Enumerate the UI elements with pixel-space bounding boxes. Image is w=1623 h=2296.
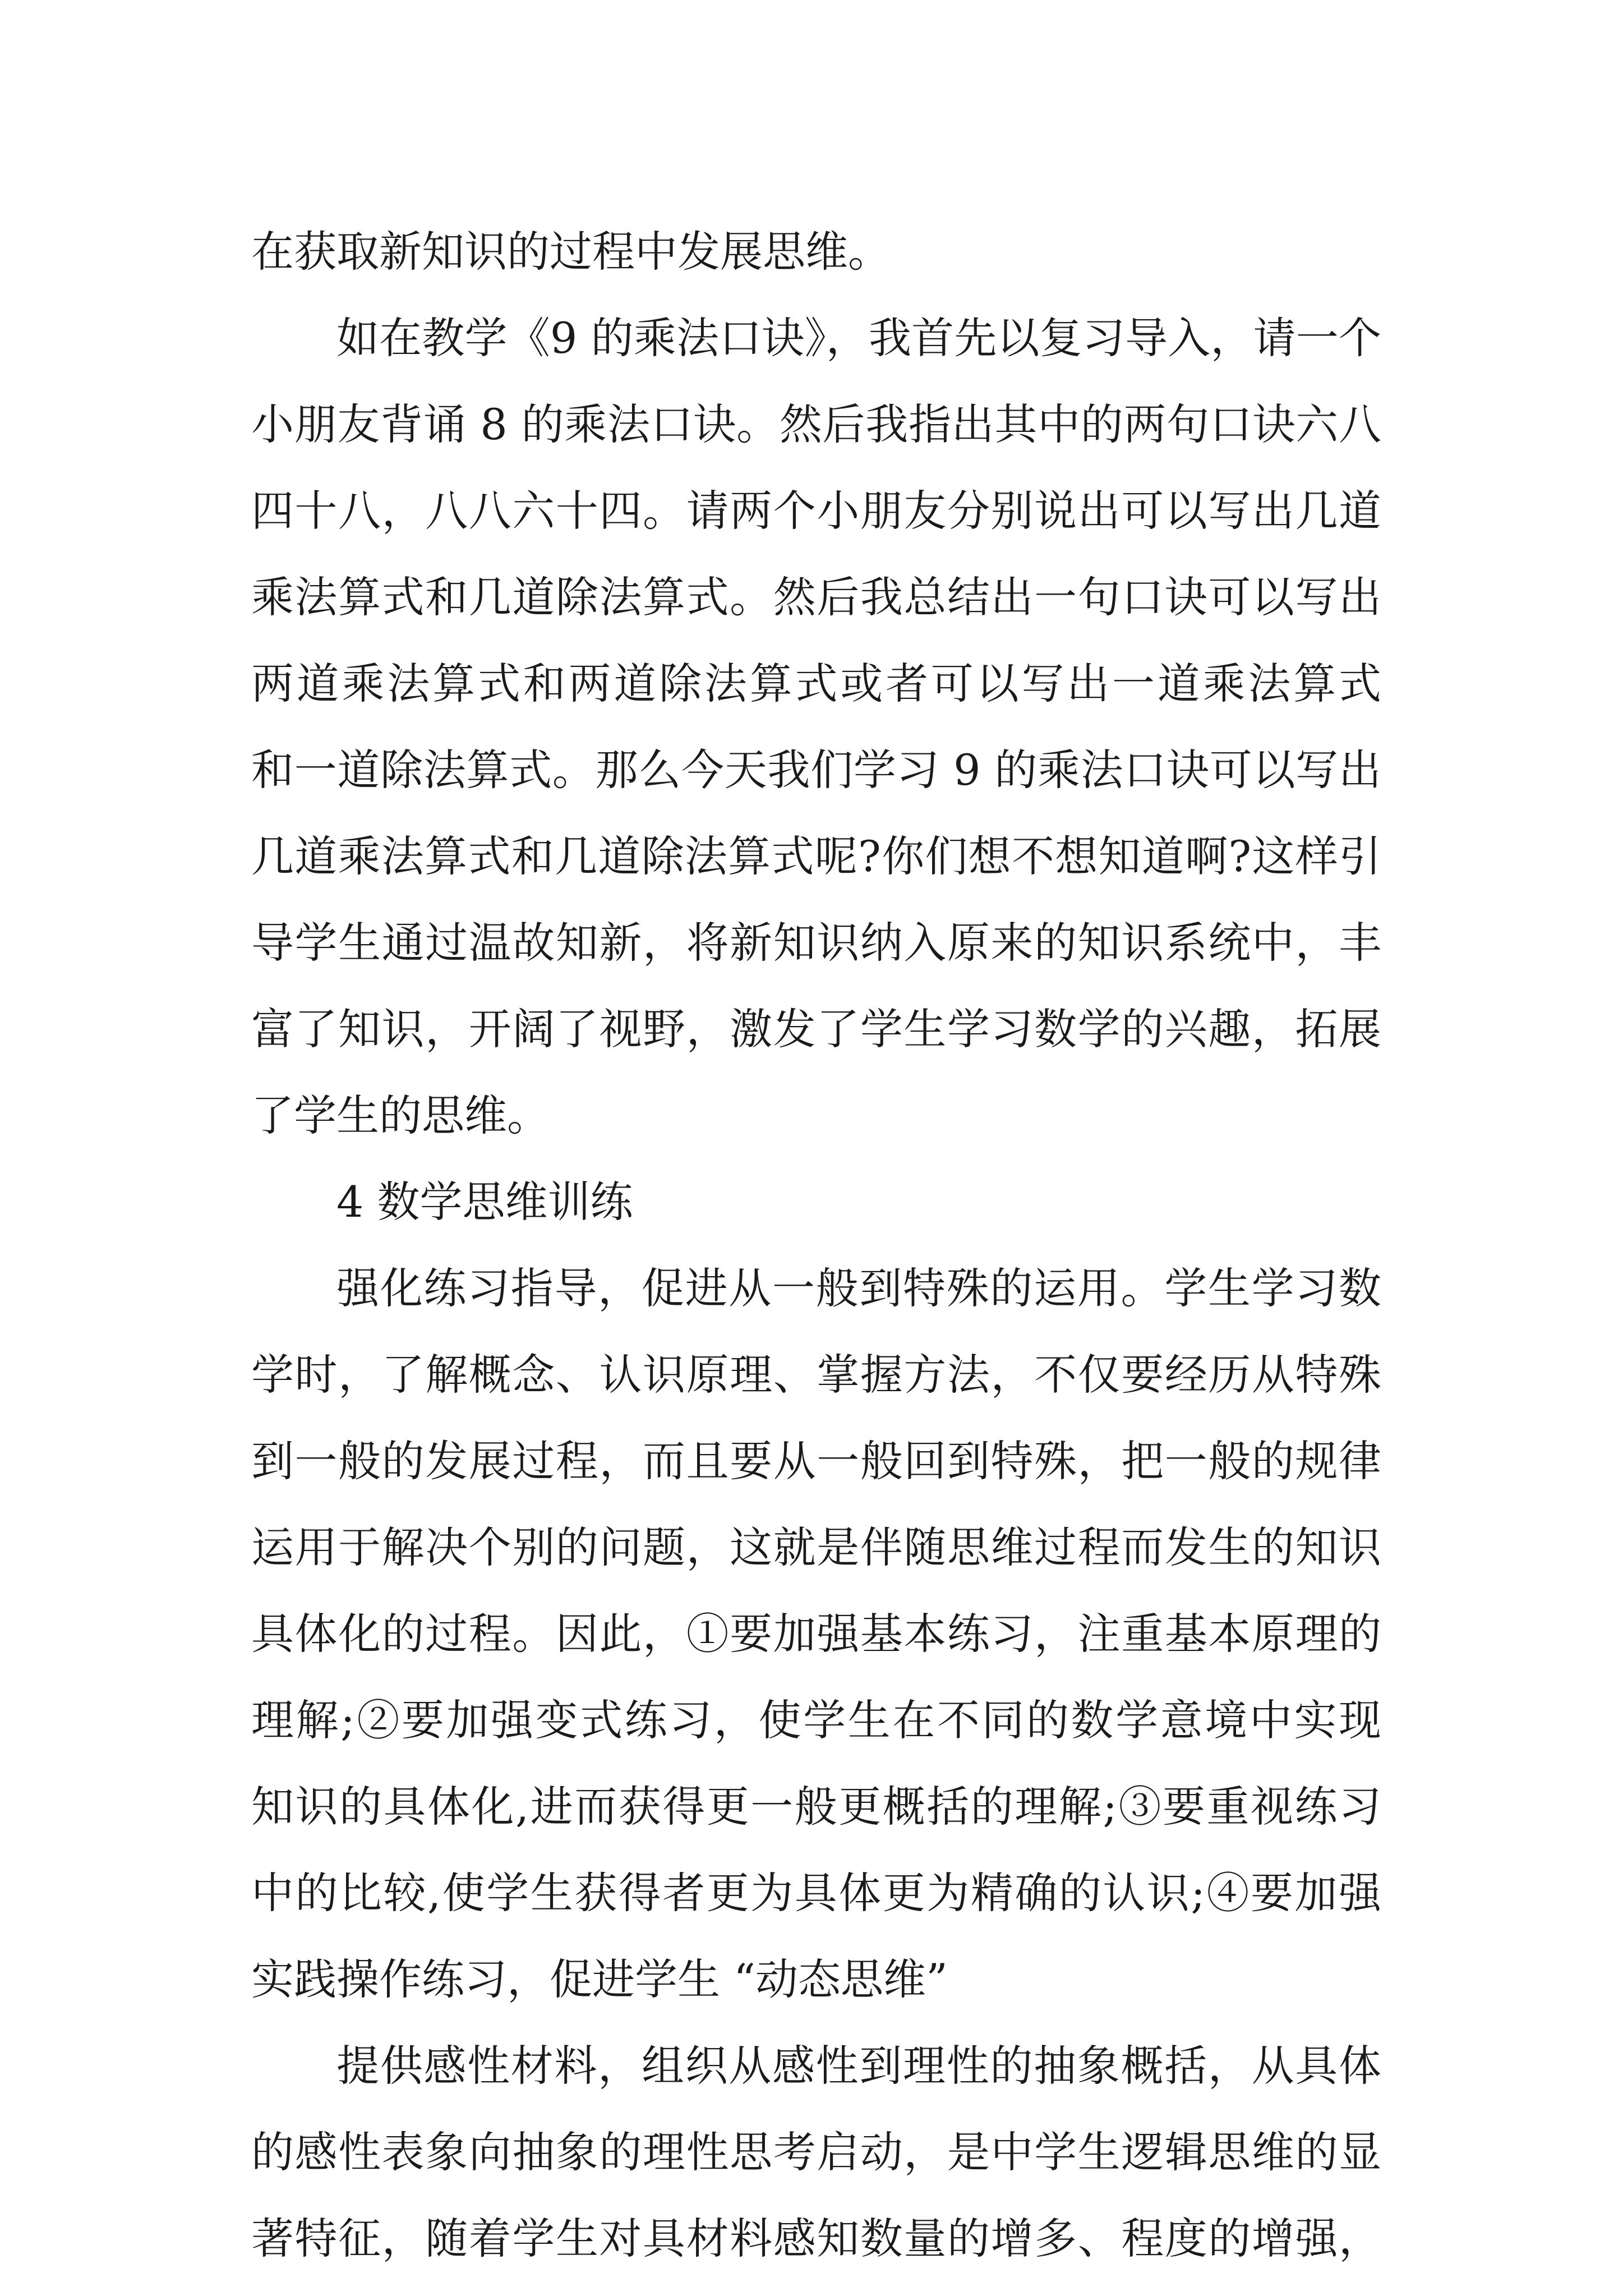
- text-line: 著特征，随着学生对具材料感知数量的增多、程度的增强，: [251, 2214, 1381, 2263]
- text-line: 两道乘法算式和两道除法算式或者可以写出一道乘法算式: [251, 659, 1381, 708]
- paragraph-first-line: 如在教学《9 的乘法口诀》，我首先以复习导入，请一个: [336, 313, 1381, 363]
- text-line: 具体化的过程。因此，①要加强基本练习，注重基本原理的: [251, 1609, 1381, 1659]
- paragraph-first-line: 强化练习指导，促进从一般到特殊的运用。学生学习数: [336, 1263, 1381, 1313]
- text-line: 在获取新知识的过程中发展思维。: [251, 227, 891, 277]
- text-line: 乘法算式和几道除法算式。然后我总结出一句口诀可以写出: [251, 572, 1381, 622]
- text-line: 富了知识，开阔了视野，激发了学生学习数学的兴趣，拓展: [251, 1004, 1381, 1054]
- text-line: 学时，了解概念、认识原理、掌握方法，不仅要经历从特殊: [251, 1350, 1381, 1400]
- text-line: 的感性表象向抽象的理性思考启动，是中学生逻辑思维的显: [251, 2127, 1381, 2177]
- paragraph-first-line: 提供感性材料，组织从感性到理性的抽象概括，从具体: [336, 2041, 1381, 2091]
- text-line: 到一般的发展过程，而且要从一般回到特殊，把一般的规律: [251, 1436, 1381, 1486]
- text-line: 理解;②要加强变式练习，使学生在不同的数学意境中实现: [251, 1695, 1381, 1745]
- section-heading: 4 数学思维训练: [336, 1177, 633, 1227]
- text-line: 运用于解决个别的问题，这就是伴随思维过程而发生的知识: [251, 1522, 1381, 1572]
- text-line: 几道乘法算式和几道除法算式呢?你们想不想知道啊?这样引: [251, 831, 1381, 881]
- text-line: 导学生通过温故知新，将新知识纳入原来的知识系统中，丰: [251, 918, 1381, 968]
- text-line: 和一道除法算式。那么今天我们学习 9 的乘法口诀可以写出: [251, 745, 1381, 795]
- text-line: 小朋友背诵 8 的乘法口诀。然后我指出其中的两句口诀六八: [251, 399, 1381, 449]
- text-line: 了学生的思维。: [251, 1091, 550, 1140]
- text-line: 四十八，八八六十四。请两个小朋友分别说出可以写出几道: [251, 486, 1381, 536]
- text-line: 中的比较,使学生获得者更为具体更为精确的认识;④要加强: [251, 1868, 1381, 1918]
- text-line: 知识的具体化,进而获得更一般更概括的理解;③要重视练习: [251, 1782, 1381, 1832]
- text-line: 实践操作练习，促进学生 “动态思维”: [251, 1954, 948, 2004]
- body-text: [251, 209, 1381, 2282]
